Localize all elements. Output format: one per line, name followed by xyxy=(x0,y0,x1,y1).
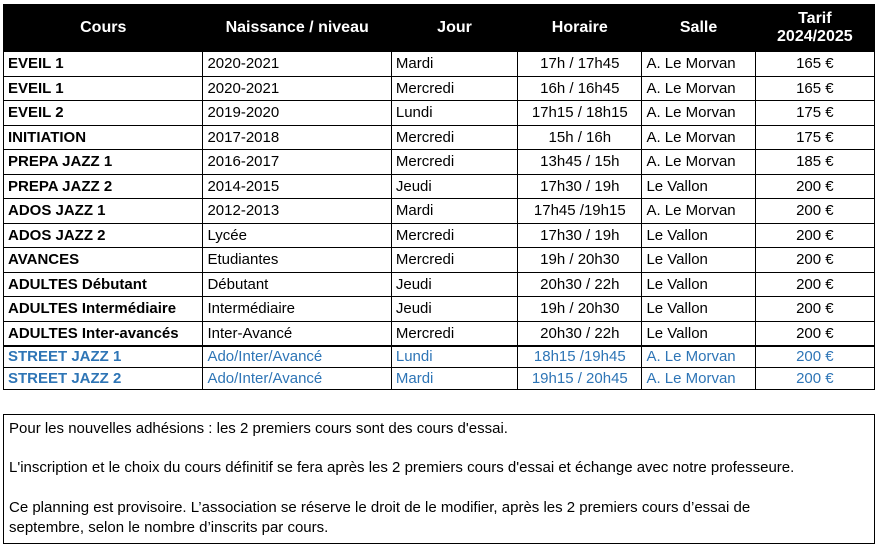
cell-cours: EVEIL 1 xyxy=(4,76,203,101)
cell-tarif: 200 € xyxy=(755,199,874,224)
cell-salle: A. Le Morvan xyxy=(642,199,755,224)
cell-cours: ADULTES Intermédiaire xyxy=(4,297,203,322)
header-horaire: Horaire xyxy=(518,5,642,52)
table-row xyxy=(4,101,875,126)
cell-niveau: Ado/Inter/Avancé xyxy=(203,368,391,390)
cell-horaire: 13h45 / 15h xyxy=(518,150,642,175)
cell-jour: Mercredi xyxy=(391,248,517,273)
cell-cours: STREET JAZZ 1 xyxy=(4,346,203,368)
cell-horaire: 19h15 / 20h45 xyxy=(518,368,642,390)
cell-cours: AVANCES xyxy=(4,248,203,273)
header-row xyxy=(4,5,875,52)
cell-horaire: 19h / 20h30 xyxy=(518,297,642,322)
cell-salle: A. Le Morvan xyxy=(642,346,755,368)
cell-tarif: 200 € xyxy=(755,174,874,199)
cell-cours: PREPA JAZZ 2 xyxy=(4,174,203,199)
header-salle: Salle xyxy=(642,5,755,52)
cell-niveau: 2020-2021 xyxy=(203,76,391,101)
cell-cours: PREPA JAZZ 1 xyxy=(4,150,203,175)
cell-tarif: 200 € xyxy=(755,297,874,322)
cell-cours: ADULTES Débutant xyxy=(4,272,203,297)
cell-niveau: Inter-Avancé xyxy=(203,321,391,346)
cell-niveau: Lycée xyxy=(203,223,391,248)
table-row xyxy=(4,150,875,175)
cell-jour: Mercredi xyxy=(391,223,517,248)
table-row xyxy=(4,52,875,77)
cell-horaire: 17h30 / 19h xyxy=(518,174,642,199)
cell-salle: Le Vallon xyxy=(642,321,755,346)
cell-niveau: Etudiantes xyxy=(203,248,391,273)
table-row xyxy=(4,272,875,297)
cell-horaire: 19h / 20h30 xyxy=(518,248,642,273)
cell-salle: A. Le Morvan xyxy=(642,368,755,390)
cell-jour: Lundi xyxy=(391,101,517,126)
cell-niveau: Débutant xyxy=(203,272,391,297)
header-naissance: Naissance / niveau xyxy=(203,5,391,52)
cell-salle: Le Vallon xyxy=(642,297,755,322)
cell-tarif: 200 € xyxy=(755,272,874,297)
table-row xyxy=(4,76,875,101)
note-provisional-2: septembre, selon le nombre d’inscrits par cours. xyxy=(9,519,329,536)
cell-horaire: 15h / 16h xyxy=(518,125,642,150)
cell-jour: Jeudi xyxy=(391,174,517,199)
cell-horaire: 17h15 / 18h15 xyxy=(518,101,642,126)
street-row xyxy=(4,368,875,390)
note-registration: L'inscription et le choix du cours définitif se fera après les 2 premiers cours d'essai et échange avec notre professeure. xyxy=(9,459,795,476)
cell-salle: Le Vallon xyxy=(642,223,755,248)
table-row xyxy=(4,321,875,346)
note-trial: Pour les nouvelles adhésions : les 2 premiers cours sont des cours d'essai. xyxy=(9,420,508,437)
cell-horaire: 16h / 16h45 xyxy=(518,76,642,101)
table-row xyxy=(4,297,875,322)
cell-salle: Le Vallon xyxy=(642,248,755,273)
table-row xyxy=(4,248,875,273)
cell-jour: Mardi xyxy=(391,199,517,224)
cell-tarif: 200 € xyxy=(755,248,874,273)
cell-tarif: 200 € xyxy=(755,346,874,368)
cell-cours: INITIATION xyxy=(4,125,203,150)
cell-salle: A. Le Morvan xyxy=(642,125,755,150)
cell-niveau: 2017-2018 xyxy=(203,125,391,150)
cell-tarif: 185 € xyxy=(755,150,874,175)
table-row xyxy=(4,223,875,248)
cell-cours: EVEIL 2 xyxy=(4,101,203,126)
cell-jour: Mercredi xyxy=(391,321,517,346)
cell-jour: Mercredi xyxy=(391,76,517,101)
header-jour: Jour xyxy=(391,5,517,52)
cell-tarif: 165 € xyxy=(755,52,874,77)
cell-horaire: 20h30 / 22h xyxy=(518,272,642,297)
cell-jour: Mercredi xyxy=(391,125,517,150)
header-cours: Cours xyxy=(4,5,203,52)
cell-jour: Jeudi xyxy=(391,297,517,322)
cell-salle: Le Vallon xyxy=(642,174,755,199)
cell-niveau: 2020-2021 xyxy=(203,52,391,77)
cell-salle: A. Le Morvan xyxy=(642,101,755,126)
table-row xyxy=(4,125,875,150)
cell-cours: ADOS JAZZ 1 xyxy=(4,199,203,224)
header-tarif-season: 2024/2025 xyxy=(777,28,853,45)
note-provisional-1: Ce planning est provisoire. L’association se réserve le droit de le modifier, après les 2 premiers cours d’essai de xyxy=(9,499,751,516)
schedule-table xyxy=(3,4,875,390)
cell-horaire: 18h15 /19h45 xyxy=(518,346,642,368)
cell-niveau: 2014-2015 xyxy=(203,174,391,199)
cell-cours: ADOS JAZZ 2 xyxy=(4,223,203,248)
table-row xyxy=(4,199,875,224)
cell-niveau: 2012-2013 xyxy=(203,199,391,224)
cell-niveau: Intermédiaire xyxy=(203,297,391,322)
cell-cours: EVEIL 1 xyxy=(4,52,203,77)
cell-salle: A. Le Morvan xyxy=(642,52,755,77)
cell-jour: Mercredi xyxy=(391,150,517,175)
cell-jour: Jeudi xyxy=(391,272,517,297)
header-tarif xyxy=(755,5,874,52)
cell-salle: A. Le Morvan xyxy=(642,76,755,101)
cell-cours: ADULTES Inter-avancés xyxy=(4,321,203,346)
cell-niveau: 2019-2020 xyxy=(203,101,391,126)
cell-jour: Lundi xyxy=(391,346,517,368)
cell-cours: STREET JAZZ 2 xyxy=(4,368,203,390)
cell-horaire: 17h30 / 19h xyxy=(518,223,642,248)
cell-jour: Mardi xyxy=(391,52,517,77)
cell-horaire: 17h45 /19h15 xyxy=(518,199,642,224)
header-tarif-label: Tarif xyxy=(798,10,832,27)
table-row xyxy=(4,174,875,199)
cell-horaire: 17h / 17h45 xyxy=(518,52,642,77)
cell-salle: Le Vallon xyxy=(642,272,755,297)
cell-tarif: 200 € xyxy=(755,223,874,248)
notes-box xyxy=(3,414,875,544)
street-row xyxy=(4,346,875,368)
cell-horaire: 20h30 / 22h xyxy=(518,321,642,346)
cell-salle: A. Le Morvan xyxy=(642,150,755,175)
cell-jour: Mardi xyxy=(391,368,517,390)
cell-tarif: 165 € xyxy=(755,76,874,101)
cell-tarif: 175 € xyxy=(755,101,874,126)
cell-tarif: 200 € xyxy=(755,368,874,390)
cell-niveau: Ado/Inter/Avancé xyxy=(203,346,391,368)
cell-tarif: 200 € xyxy=(755,321,874,346)
cell-niveau: 2016-2017 xyxy=(203,150,391,175)
cell-tarif: 175 € xyxy=(755,125,874,150)
